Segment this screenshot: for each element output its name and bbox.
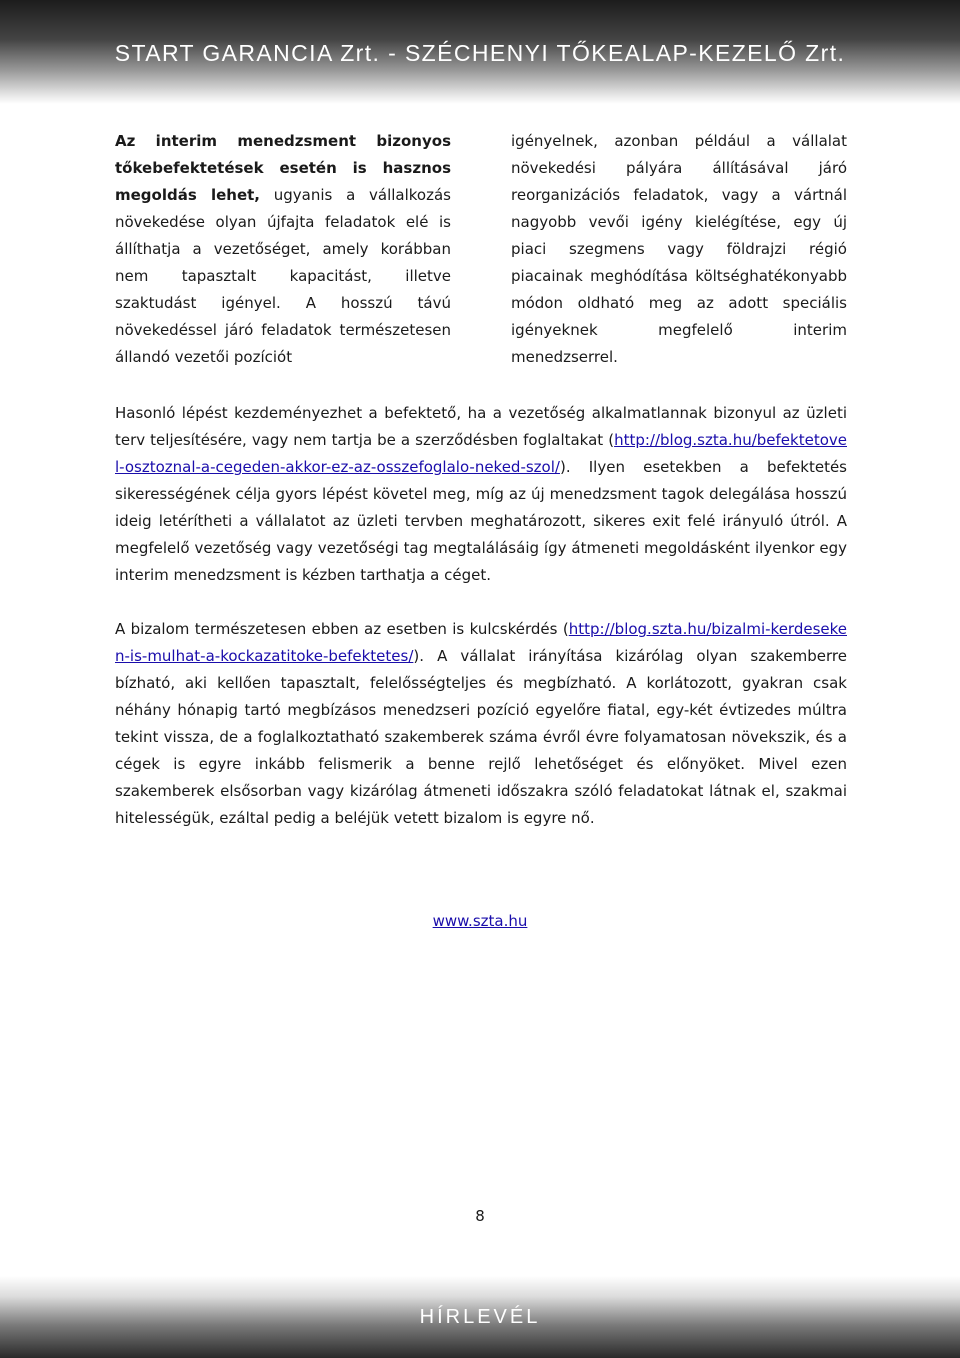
page-number: 8 — [475, 1207, 485, 1225]
site-link-row — [0, 912, 960, 930]
two-column-intro — [115, 128, 847, 371]
paragraph2-text-before: A bizalom természetesen ebben az esetben is kulcskérdés ( — [115, 620, 569, 638]
paragraph1-text-after: ). Ilyen esetekben a befektetés sikerességének célja gyors lépést követel meg, míg az új menedzsment tagok delegálása hosszú ideig letérítheti a vállalatot az üzleti tervben meghatározott, sikeres exit felé irányuló útról. A megfelelő vezetőség vagy vezetőségi tag megtalálásáig így átmeneti megoldásként ilyenkor egy interim menedzsment is kézben tarthatja a céget. — [115, 458, 847, 584]
header-title: START GARANCIA Zrt. - SZÉCHENYI TŐKEALAP-KEZELŐ Zrt. — [114, 40, 846, 66]
left-column — [115, 128, 451, 371]
paragraph-investor-step — [115, 400, 847, 589]
article-body — [115, 400, 847, 859]
page-header — [0, 0, 960, 104]
paragraph2-text-after: ). A vállalat irányítása kizárólag olyan szakemberre bízható, aki kellően tapasztalt, felelősségteljes és megbízható. A korlátozott, gyakran csak néhány hónapig tartó megbízásos menedzseri pozíció egyelőre fiatal, egy-két évtizedes múltra tekint vissza, de a foglalkoztatható szakemberek száma évről évre folyamatosan növekszik, és a cégek is egyre inkább felismerik a benne rejlő lehetőséget és előnyöket. Mivel ezen szakemberek elsősorban vagy kizárólag átmeneti időszakra szóló feladatokat látnak el, szakmai hitelességük, ezáltal pedig a beléjük vetett bizalom is egyre nő. — [115, 647, 847, 827]
paragraph-trust — [115, 616, 847, 832]
blog-link-befektetovel[interactable]: http://blog.szta.hu/befektetovel-osztoznal-a-cegeden-akkor-ez-az-osszefoglalo-neked-szol/ — [115, 431, 847, 476]
left-column-paragraph — [115, 128, 451, 371]
site-link[interactable]: www.szta.hu — [432, 912, 528, 930]
paragraph1-text-before: Hasonló lépést kezdeményezhet a befektető, ha a vezetőség alkalmatlannak bizonyul az üzleti terv teljesítésére, vagy nem tartja be a szerződésben foglaltakat ( — [115, 404, 847, 449]
right-column — [511, 128, 847, 371]
page-footer — [0, 1276, 960, 1358]
footer-title: HÍRLEVÉL — [419, 1306, 541, 1328]
right-column-paragraph: igényelnek, azonban például a vállalat növekedési pályára állításával járó reorganizációs feladatok, vagy a vártnál nagyobb vevői igény kielégítése, egy új piaci szegmens vagy földrajzi régió piacainak meghódítása költséghatékonyabb módon oldható meg az adott speciális igényeknek megfelelő interim menedzserrel. — [511, 132, 847, 366]
left-column-bold-lead: Az interim menedzsment bizonyos tőkebefektetések esetén is hasznos megoldás lehet, — [115, 132, 451, 204]
blog-link-bizalmi[interactable]: http://blog.szta.hu/bizalmi-kerdeseken-is-mulhat-a-kockazatitoke-befektetes/ — [115, 620, 847, 665]
left-column-text: ugyanis a vállalkozás növekedése olyan újfajta feladatok elé is állíthatja a vezetőséget, amely korábban nem tapasztalt kapacitást, illetve szaktudást igényel. A hosszú távú növekedéssel járó feladatok természetesen állandó vezetői pozíciót — [115, 186, 451, 366]
